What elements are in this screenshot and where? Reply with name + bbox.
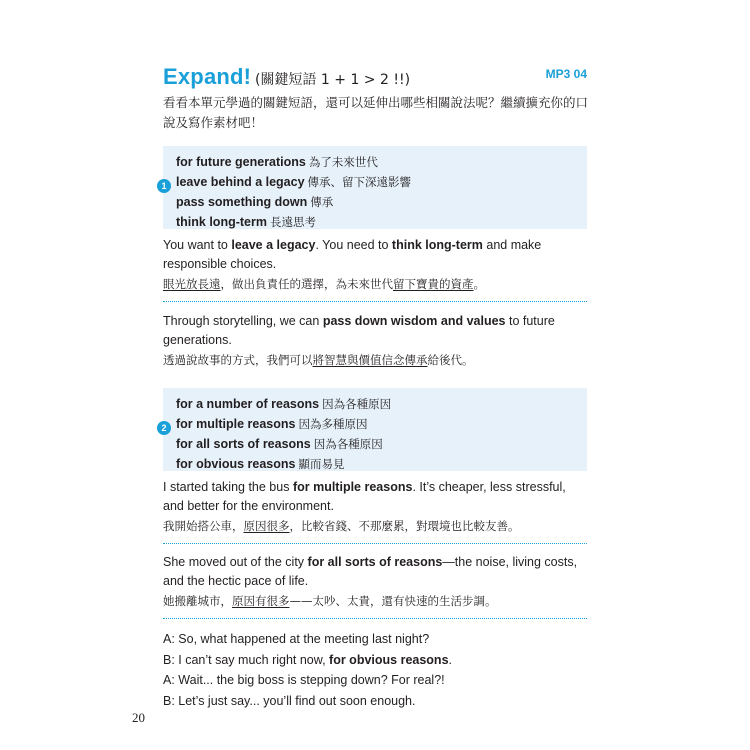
example-text: and make responsible choices. [163,238,542,271]
example-text: . It’s cheaper, less stressful, and better for the environment. [163,480,566,513]
phrase-en: for a number of reasons [176,397,320,411]
dialogue-line [163,629,589,650]
translation-text: 她搬離城市， [163,594,232,608]
mp3-track-label[interactable]: MP3 04 [545,67,587,81]
translation-key-phrase: 原因有很多 [232,594,290,608]
dialogue-text: B: Let’s just say... you’ll find out soon enough. [163,693,416,708]
example-key-phrase: for all sorts of reasons [307,555,443,569]
phrase-zh: 傳承、留下深遠影響 [307,175,412,189]
section-number-badge-1: 1 [157,179,171,193]
phrase-box-1 [163,146,587,229]
translation-text: ，比較省錢、不那麼累，對環境也比較友善。 [289,519,520,533]
phrase-zh: 傳承 [310,195,334,209]
dialogue-text: B: I can’t say much right now, [163,652,330,667]
dialogue-line [163,670,589,691]
dotted-divider [163,618,587,619]
example-text: —the noise, living costs, and the hectic pace of life. [163,555,578,588]
example-text: I started taking the bus [163,480,293,494]
example-translation [163,274,589,294]
example-2-2 [163,553,589,611]
translation-text: 我開始搭公車， [163,519,244,533]
phrase-zh: 因為多種原因 [298,417,368,431]
dotted-divider [163,543,587,544]
phrase-zh: 長遠思考 [269,215,316,229]
example-translation [163,516,589,536]
phrase-row [176,172,587,192]
dotted-divider [163,301,587,302]
phrase-en: for future generations [176,155,306,169]
dialogue-text: A: So, what happened at the meeting last night? [163,632,430,646]
phrase-row [176,434,587,454]
example-text: . You need to [315,238,392,252]
section-number-badge-2: 2 [157,421,171,435]
phrase-box-2 [163,388,587,471]
translation-text: ，做出負責任的選擇，為未來世代 [220,277,393,291]
phrase-en: think long-term [176,215,267,229]
expand-title: Expand! [163,64,252,89]
phrase-en: for multiple reasons [176,417,296,431]
dialogue-line [163,650,589,671]
section-header [163,64,587,92]
dialogue-text: . [448,652,453,667]
phrase-row [176,212,587,232]
translation-key-phrase: 眼光放長遠 [163,277,221,291]
page-number: 20 [132,710,145,725]
translation-text: 給後代。 [427,353,474,367]
translation-key-phrase: 將智慧與價值信念傳承 [312,353,428,367]
example-text: You want to [163,238,232,252]
example-key-phrase: pass down wisdom and values [322,314,506,328]
phrase-row [176,394,587,414]
phrase-row [176,152,587,172]
phrase-en: for obvious reasons [176,457,296,471]
example-translation [163,350,589,370]
example-2-1 [163,478,589,536]
phrase-row [176,414,587,434]
translation-key-phrase: 原因很多 [243,519,290,533]
example-1-1 [163,236,589,294]
phrase-en: pass something down [176,195,308,209]
example-key-phrase: think long-term [391,238,483,252]
intro-text: 看看本單元學過的關鍵短語，還可以延伸出哪些相關說法呢？繼續擴充你的口說及寫作素材吧！ [163,95,589,130]
example-text: She moved out of the city [163,555,308,569]
phrase-en: leave behind a legacy [176,175,305,189]
phrase-en: for all sorts of reasons [176,437,311,451]
phrase-zh: 為了未來世代 [308,155,378,169]
dialogue-text: A: Wait... the big boss is stepping down? For real?! [163,673,445,687]
example-text: to future generations. [163,314,555,347]
example-translation [163,591,589,611]
translation-key-phrase: 留下寶貴的資產 [393,277,474,291]
example-key-phrase: for multiple reasons [292,480,413,494]
translation-text: 透過說故事的方式，我們可以 [163,353,313,367]
example-1-2 [163,312,589,370]
example-key-phrase: leave a legacy [231,238,316,252]
expand-subtitle: (關鍵短語 1 + 1 > 2 !!) [255,72,411,88]
dialogue [163,629,589,711]
phrase-zh: 因為各種原因 [322,397,392,411]
phrase-row [176,454,587,474]
phrase-zh: 顯而易見 [298,457,345,471]
translation-text: 。 [473,277,485,291]
translation-text: ——太吵、太貴，還有快速的生活步調。 [289,594,497,608]
dialogue-key-phrase: for obvious reasons [329,652,449,667]
phrase-zh: 因為各種原因 [313,437,383,451]
phrase-row [176,192,587,212]
dialogue-line [163,691,589,712]
example-text: Through storytelling, we can [163,314,323,328]
